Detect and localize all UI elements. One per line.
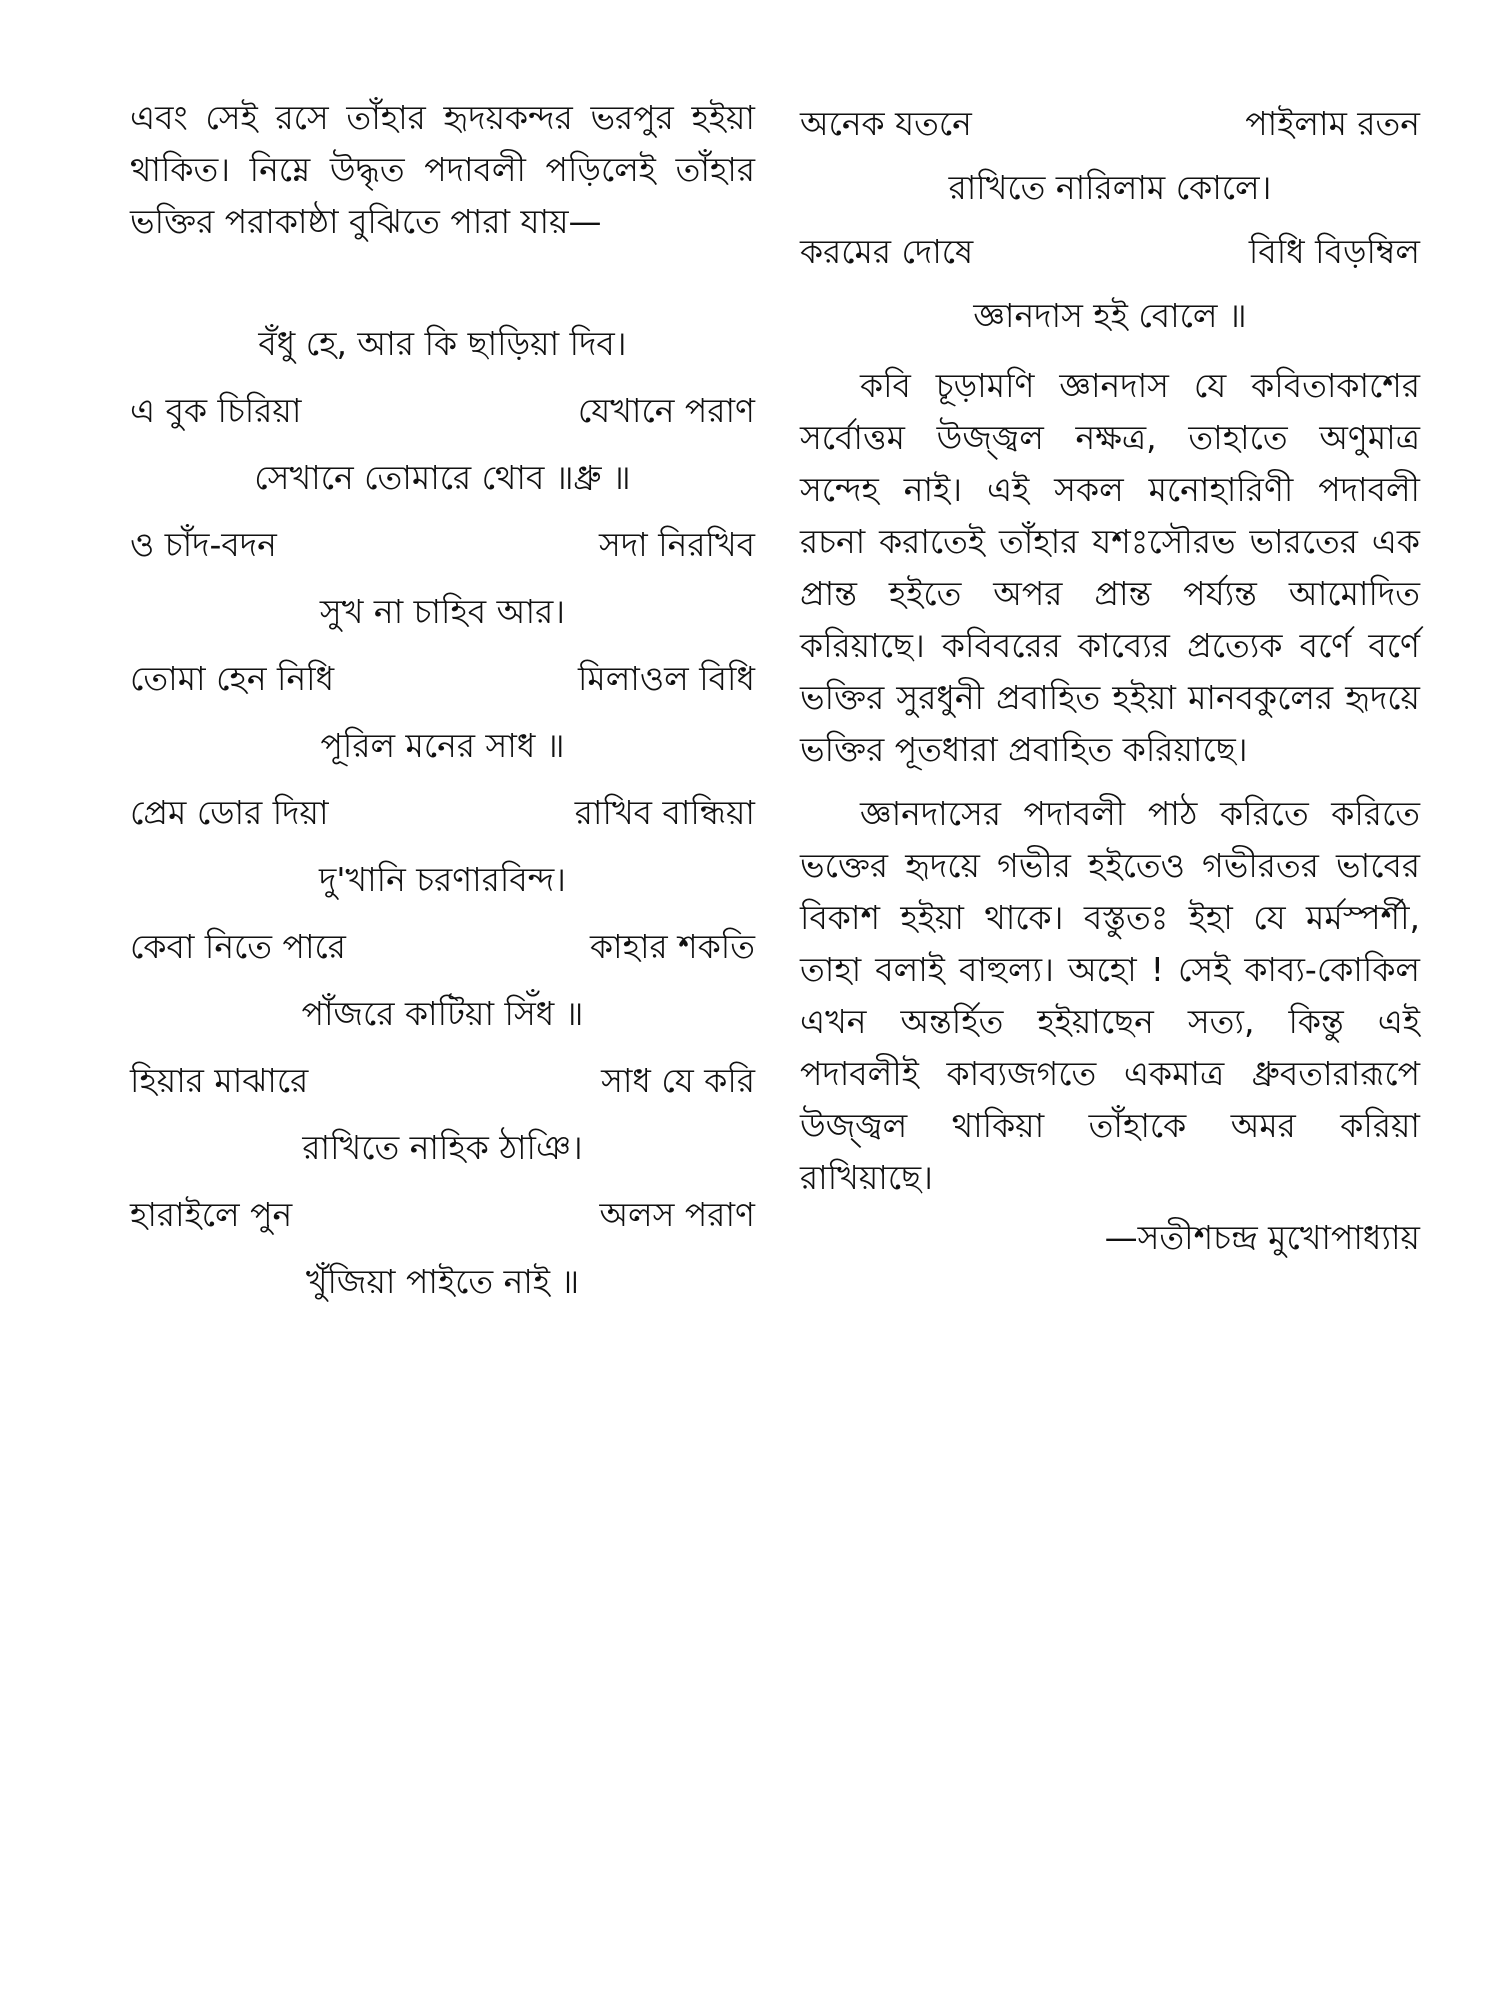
poem-line: অনেক যতনে পাইলাম রতন (800, 104, 1420, 143)
poem-line: জ্ঞানদাস হই বোলে ॥ (973, 296, 1247, 335)
poem-right (800, 92, 1420, 348)
poem-left (130, 310, 755, 1315)
right-column (800, 92, 1420, 1264)
poem-line: সুখ না চাহিব আর। (319, 592, 566, 631)
poem-line: পাঁজরে কাটিয়া সিঁধ ॥ (301, 994, 584, 1033)
poem-line: ও চাঁদ-বদন সদা নিরখিব (130, 525, 755, 564)
poem-line: তোমা হেন নিধি মিলাওল বিধি (130, 659, 755, 698)
intro-paragraph: এবং সেই রসে তাঁহার হৃদয়কন্দর ভরপুর হইয়া থাকিত। নিম্নে উদ্ধৃত পদাবলী পড়িলেই তাঁহার ভক্তির পরাকাষ্ঠা বুঝিতে পারা যায়— (130, 98, 755, 241)
commentary-paragraph-2: জ্ঞানদাসের পদাবলী পাঠ করিতে করিতে ভক্তের হৃদয়ে গভীর হইতেও গভীরতর ভাবের বিকাশ হইয়া থাকে। বস্তুতঃ ইহা যে মর্মস্পর্শী, তাহা বলাই বাহুল্য। অহো ! সেই কাব্য-কোকিল এখন অন্তর্হিত হইয়াছেন সত্য, কিন্তু এই পদাবলীই কাব্যজগতে একমাত্র ধ্রুবতারারূপে উজ্জ্বল থাকিয়া তাঁহাকে অমর করিয়া রাখিয়াছে। (800, 794, 1420, 1197)
poem-line: করমের দোষে বিধি বিড়ম্বিল (800, 232, 1420, 271)
poem-line: কেবা নিতে পারে কাহার শকতি (130, 927, 755, 966)
poem-line: হারাইলে পুন অলস পরাণ (130, 1195, 755, 1234)
poem-line: বঁধু হে, আর কি ছাড়িয়া দিব। (258, 324, 627, 363)
author-signature: —সতীশচন্দ্র মুখোপাধ্যায় (1104, 1218, 1420, 1257)
poem-line: সেখানে তোমারে থোব ॥ধ্রু ॥ (254, 458, 631, 497)
poem-line: দু'খানি চরণারবিন্দ। (318, 860, 566, 899)
poem-line: খুঁজিয়া পাইতে নাই ॥ (305, 1262, 580, 1301)
poem-line: হিয়ার মাঝারে সাধ যে করি (130, 1061, 755, 1100)
poem-line: পূরিল মনের সাধ ॥ (320, 726, 565, 765)
left-column (130, 92, 755, 1315)
poem-line: রাখিতে নারিলাম কোলে। (948, 168, 1272, 207)
commentary-paragraph-1: কবি চূড়ামণি জ্ঞানদাস যে কবিতাকাশের সর্বোত্তম উজ্জ্বল নক্ষত্র, তাহাতে অণুমাত্র সন্দেহ নাই। এই সকল মনোহারিণী পদাবলী রচনা করাতেই তাঁহার যশঃসৌরভ ভারতের এক প্রান্ত হইতে অপর প্রান্ত পর্য্যন্ত আমোদিত করিয়াছে। কবিবরের কাব্যের প্রত্যেক বর্ণে বর্ণে ভক্তির সুরধুনী প্রবাহিত হইয়া মানবকুলের হৃদয়ে ভক্তির পূতধারা প্রবাহিত করিয়াছে। (800, 366, 1420, 769)
poem-line: এ বুক চিরিয়া যেখানে পরাণ (130, 391, 755, 430)
poem-line: রাখিতে নাহিক ঠাঞি। (302, 1128, 583, 1167)
poem-line: প্রেম ডোর দিয়া রাখিব বান্ধিয়া (130, 793, 755, 832)
